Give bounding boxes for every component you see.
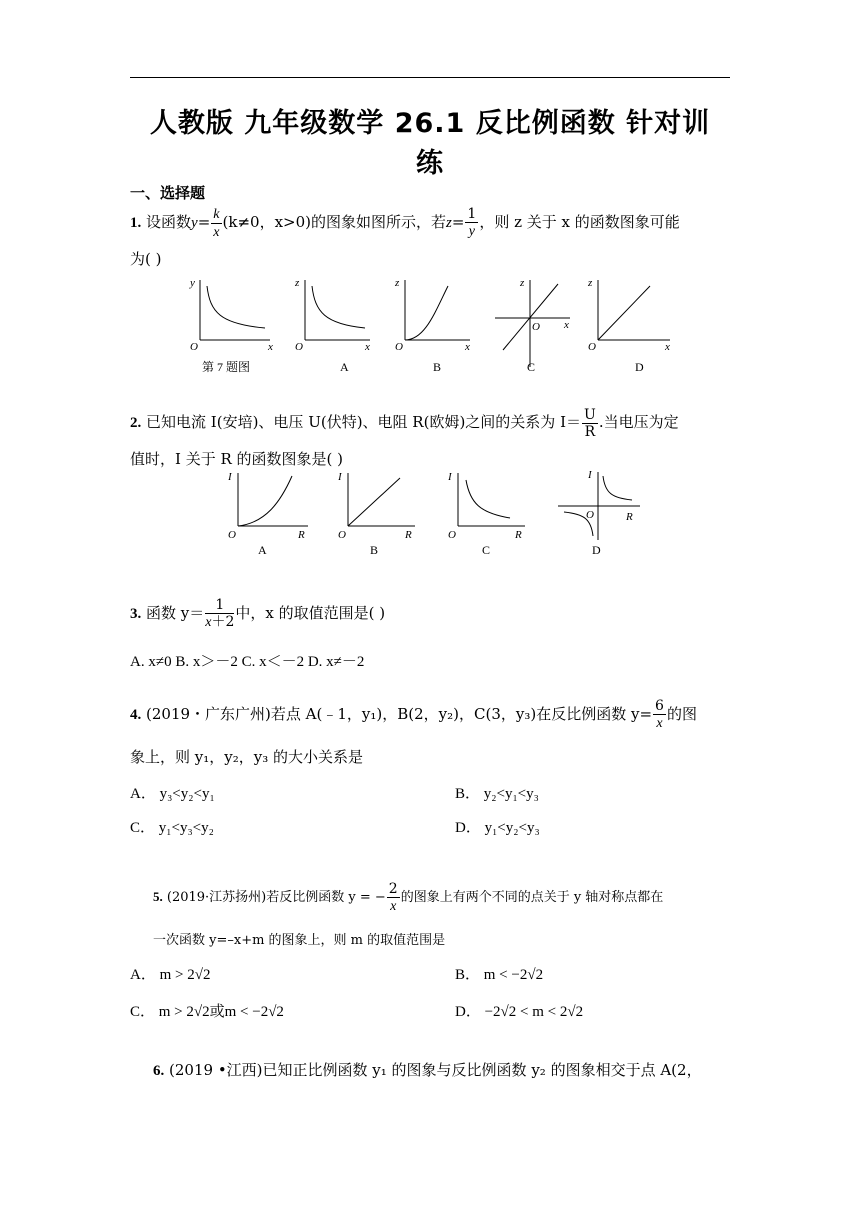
svg-text:R: R: [405, 529, 412, 541]
svg-text:z: z: [520, 277, 525, 289]
fraction-k-over-x: $\frac{k}{x}$: [213, 206, 220, 240]
fraction-6-over-x: $\frac{6}{x}$: [655, 698, 664, 731]
question-4-line-2: 象上，则 y₁，y₂，y₃ 的大小关系是: [130, 748, 363, 766]
fraction-u-over-r: $\frac{U}{R}$: [584, 406, 596, 440]
question-1: 1. 设函数y= $\frac{k}{x}$ (k≠0，x>0)的图象如图所示，若z= $\frac{1}{y}$ ，则 z 关于 x 的函数图象可能: [130, 206, 680, 240]
q4-option-a: A． y₃<y₂<y₁: [130, 786, 215, 802]
q2-caption-c: C: [482, 543, 491, 557]
svg-text:R: R: [515, 529, 522, 541]
caption-a: A: [340, 360, 349, 374]
q5-option-a: A． m > 2√2: [130, 967, 211, 983]
svg-text:R: R: [298, 529, 305, 541]
question-2-line-2: 值时，I 关于 R 的函数图象是( ): [130, 450, 343, 468]
svg-text:O: O: [190, 341, 198, 353]
q4-option-b: B． y₂<y₁<y₃: [455, 786, 539, 802]
question-2: 2. 已知电流 I(安培)、电压 U(伏特)、电阻 R(欧姆)之间的关系为 I＝ $\frac{U}{R}$ .当电压为定: [130, 406, 679, 440]
caption-b: B: [433, 360, 442, 374]
svg-text:O: O: [395, 341, 403, 353]
question-4: 4. (2019・广东广州)若点 A(﹣1，y₁)，B(2，y₂)，C(3，y₃)在反比例函数 y= $\frac{6}{x}$ 的图: [130, 698, 697, 731]
question-3: 3. 函数 y＝ $\frac{1}{x+2}$ 中，x 的取值范围是( ): [130, 597, 386, 630]
svg-text:I: I: [448, 471, 452, 483]
q4-option-d: D． y₁<y₂<y₃: [455, 820, 540, 836]
fraction-1-over-x-plus-2: $\frac{1}{x+2}$: [205, 597, 235, 630]
q5-option-c: C． m > 2√2或m < −2√2: [130, 1004, 284, 1020]
svg-text:I: I: [228, 471, 232, 483]
svg-text:I: I: [338, 471, 342, 483]
title-line-2: 练: [416, 148, 444, 179]
svg-text:I: I: [588, 469, 592, 481]
svg-text:x: x: [365, 341, 370, 353]
svg-text:x: x: [564, 319, 569, 331]
svg-text:x: x: [465, 341, 470, 353]
page-title: [130, 104, 730, 184]
caption-fig: 第 7 题图: [202, 360, 251, 374]
svg-text:R: R: [626, 511, 633, 523]
q2-graphs: [220, 468, 660, 560]
section-heading: 一、选择题: [130, 184, 206, 202]
q4-option-c: C． y₁<y₃<y₂: [130, 820, 214, 836]
svg-text:x: x: [268, 341, 273, 353]
top-rule: [130, 77, 730, 78]
svg-text:O: O: [588, 341, 596, 353]
svg-text:z: z: [395, 277, 400, 289]
svg-text:O: O: [228, 529, 236, 541]
question-1-line-2: 为( ): [130, 250, 162, 268]
svg-text:O: O: [586, 509, 594, 521]
svg-text:z: z: [295, 277, 300, 289]
svg-text:O: O: [448, 529, 456, 541]
svg-text:O: O: [532, 321, 540, 333]
svg-text:x: x: [665, 341, 670, 353]
question-5-line-2: 一次函数 y=–x+m 的图象上，则 m 的取值范围是: [153, 933, 446, 948]
question-6: 6. (2019 •江西)已知正比例函数 y₁ 的图象与反比例函数 y₂ 的图象相交于点 A(2，: [153, 1061, 702, 1079]
q2-caption-a: A: [258, 543, 267, 557]
q2-caption-d: D: [592, 543, 601, 557]
caption-c: C: [527, 360, 536, 374]
caption-d: D: [635, 360, 644, 374]
q5-option-b: B． m < −2√2: [455, 967, 544, 983]
svg-text:z: z: [588, 277, 593, 289]
q5-option-d: D． −2√2 < m < 2√2: [455, 1004, 584, 1020]
q2-caption-b: B: [370, 543, 379, 557]
svg-text:O: O: [295, 341, 303, 353]
fraction-1-over-y: $\frac{1}{y}$: [467, 206, 477, 239]
q1-graphs: [180, 272, 700, 377]
svg-text:O: O: [338, 529, 346, 541]
question-5: 5. (2019·江苏扬州)若反比例函数 y = − $\frac{2}{x}$ 的图象上有两个不同的点关于 y 轴对称点都在: [153, 880, 664, 914]
svg-text:y: y: [190, 277, 195, 289]
title-line-1: 人教版 九年级数学 26.1 反比例函数 针对训: [149, 108, 711, 139]
question-3-options: A. x≠0 B. x＞－2 C. x＜－2 D. x≠－2: [130, 654, 365, 670]
fraction-2-over-x: $\frac{2}{x}$: [388, 880, 398, 914]
